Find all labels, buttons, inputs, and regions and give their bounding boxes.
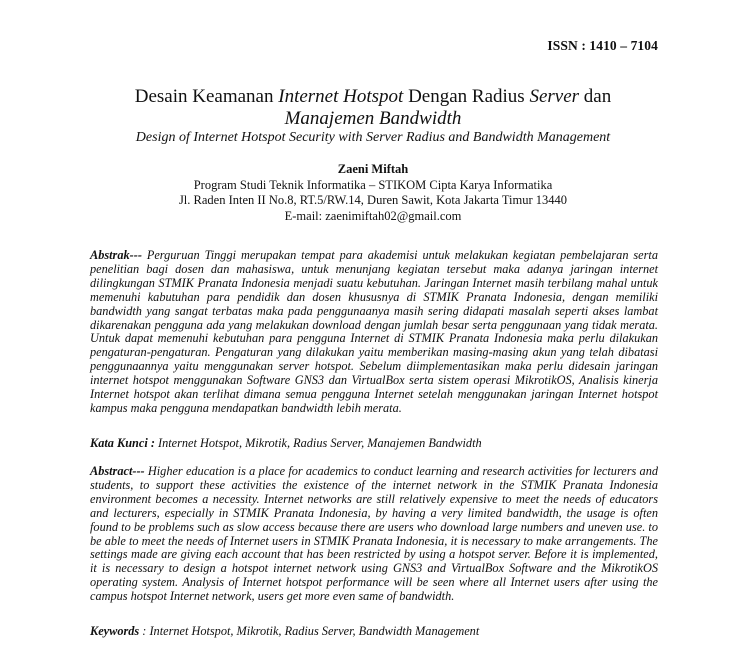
abstract-label: Abstract---	[90, 464, 145, 478]
abstract-text: Higher education is a place for academics to conduct learning and research activities for lecturers and students, to support these activities the existence of the internet network in the STMIK Pranata Indonesia environment becomes a necessity. Internet networks are still relatively expensive to meet the needs of educators and lecturers, especially in STMIK Pranata Indonesia, by having a very limited bandwidth, the usage is often found to be problems such as slow access because there are users who download large numbers and uneven use. to be able to meet the needs of Internet users in STMIK Pranata Indonesia, it is necessary to make arrangements. The settings made are giving each account that has been restricted by using a hotspot server. Before it is implemented, it is necessary to design a hotspot internet network using GNS3 and VirtualBox Software and the MikrotikOS operating system. Analysis of Internet hotspot performance will be seen where all Internet users after using the campus hotspot Internet network, users get more even same of bandwidth.	[90, 464, 658, 604]
title-text-6: Manajemen Bandwidth	[284, 108, 462, 129]
abstrak-label: Abstrak---	[90, 248, 142, 262]
title-text-2: Internet Hotspot	[278, 86, 404, 107]
kata-kunci-text: Internet Hotspot, Mikrotik, Radius Server, Manajemen Bandwidth	[154, 436, 482, 450]
kata-kunci	[90, 436, 658, 451]
title-text-4: Server	[529, 86, 580, 107]
author-email: E-mail: zaenimiftah02@gmail.com	[284, 208, 462, 223]
abstract-paragraph	[90, 465, 658, 604]
kata-kunci-label: Kata Kunci :	[90, 436, 155, 450]
keywords-text: : Internet Hotspot, Mikrotik, Radius Server, Bandwidth Management	[139, 624, 480, 638]
title-text-1: Desain Keamanan	[134, 86, 279, 107]
abstrak-text: Perguruan Tinggi merupakan tempat para akademisi untuk melakukan kegiatan pembelajaran serta penelitian bagi dosen dan mahasiswa, untuk menunjang kegiatan tersebut maka adanya jaringan internet dilingkungan STMIK Pranata Indonesia menjadi suatu kebutuhan. Jaringan Internet masih terbilang mahal untuk memenuhi kabutuhan para pendidik dan dosen khususnya di STMIK Pranata Indonesia, dengan memiliki bandwidth yang sangat terbatas maka pada penggunaanya masih sering didapati masalah seperti akses lambat dikarenakan pengguna ada yang melakukan download dengan jumlah besar serta penggunaan yang tidak merata. Untuk dapat memenuhi kebutuhan para pengguna Internet di STMIK Pranata Indonesia maka perlu dilakukan pengaturan-pengaturan. Pengaturan yang dilakukan yaitu memberikan masing-masing akun yang telah dibatasi penggunaannya yaitu menggunakan server hotspot. Sebelum diimplementasikan maka perlu didesain jaringan internet hotspot menggunakan Software GNS3 dan VirtualBox serta sistem operasi MikrotikOS, Analisis kinerja Internet hotspot akan terlihat dimana semua pengguna Internet setelah menggunakan jaringan Internet hotspot kampus maka pengguna mendapatkan bandwidth lebih merata.	[90, 248, 658, 415]
issn-label: ISSN : 1410 – 7104	[547, 38, 658, 53]
keywords-label: Keywords	[90, 624, 140, 638]
keywords	[90, 624, 658, 639]
paper-title	[0, 86, 746, 130]
author-block	[0, 162, 746, 224]
author-address: Jl. Raden Inten II No.8, RT.5/RW.14, Duren Sawit, Kota Jakarta Timur 13440	[178, 193, 568, 207]
author-name: Zaeni Miftah	[337, 162, 409, 176]
abstrak-paragraph	[90, 249, 658, 416]
paper-subtitle: Design of Internet Hotspot Security with Server Radius and Bandwidth Management	[135, 130, 611, 145]
title-text-3: Dengan Radius	[403, 86, 530, 107]
title-text-5: dan	[579, 86, 612, 107]
author-affiliation: Program Studi Teknik Informatika – STIKOM Cipta Karya Informatika	[193, 177, 553, 192]
